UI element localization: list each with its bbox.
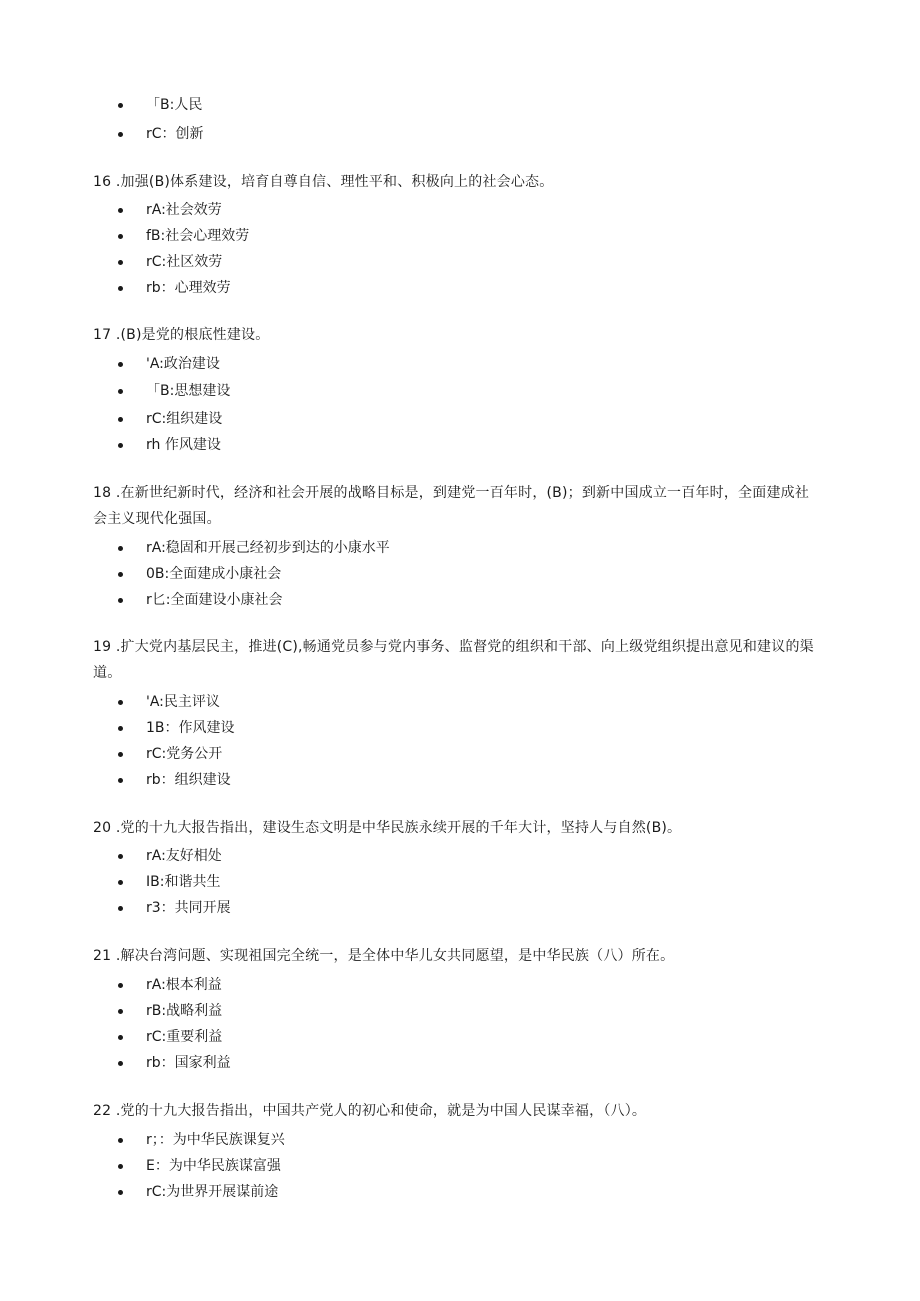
bullet-icon	[118, 726, 123, 731]
bullet-icon	[118, 286, 123, 291]
question-text: 16 .加强(B)体系建设，培育自尊自信、理性平和、积极向上的社会心态。	[93, 174, 554, 190]
bullet-icon	[118, 598, 123, 603]
question-text: 22 .党的十九大报告指出，中国共产党人的初心和使命，就是为中国人民谋幸福，（八）。	[93, 1103, 647, 1119]
bullet-icon	[118, 572, 123, 577]
bullet-icon	[118, 234, 123, 239]
bullet-icon	[118, 260, 123, 265]
bullet-icon	[118, 132, 123, 137]
bullet-icon	[118, 752, 123, 757]
bullet-icon	[118, 1035, 123, 1040]
question-text: 20 .党的十九大报告指出，建设生态文明是中华民族永续开展的千年大计，坚持人与自然(B)。	[93, 820, 682, 836]
bullet-icon	[118, 1190, 123, 1195]
question-text: 19 .扩大党内基层民主，推进(C),畅通党员参与党内事务、监督党的组织和干部、向上级党组织提出意见和建议的渠道。	[93, 639, 814, 681]
bullet-icon	[118, 906, 123, 911]
bullet-icon	[118, 1164, 123, 1169]
bullet-icon	[118, 1009, 123, 1014]
bullet-icon	[118, 389, 123, 394]
question-text: 18 .在新世纪新时代，经济和社会开展的战略目标是，到建党一百年时，(B)；到新中国成立一百年时，全面建成社会主义现代化强国。	[93, 485, 810, 527]
bullet-icon	[118, 362, 123, 367]
bullet-icon	[118, 546, 123, 551]
document-page: 「B:人民 rC：创新 16 .加强(B)体系建设，培育自尊自信、理性平和、积极向上的社会心态。 rA:社会效劳 fB:社会心理效劳 rC:社区效劳 rb：心理效劳 17 .(B)是党的根底性建设。 'A:政治建设 「B:思想建设 rC:组织建设 rh 作风建设 18 .在新世纪新时代，经济和社会开展的战略目标是，到建党一百年时，(B)；到新中国成立一百年时，全面建成社会主义现代化强国。 rA:稳固和开展己经初步到达的小康水平 0B:全面建成小康社会 r匕:全面建设小康社会 19 .扩大党内基层民主，推进(C),畅通党员参与党内事务、监督党的组织和干部、向上级党组织提出意见和建议的渠道。 'A:民主评议 1B：作风建设 rC:党务公开 rb：组织建设 20 .党的十九大报告指出，建设生态文明是中华民族永续开展的千年大计，坚持人与自然(B)。 rA:友好相处 IB:和谐共生 r3：共同开展 21 .解决台湾问题、实现祖国完全统一，是全体中华儿女共同愿望，是中华民族（八）所在。 rA:根本利益 rB:战略利益 rC:重要利益 rb：国家利益 22 .党的十九大报告指出，中国共产党人的初心和使命，就是为中国人民谋幸福，（八）。 r；：为中华民族课复兴 E：为中华民族谋富强 rC:为世界开展谋前途	[0, 0, 920, 1301]
bullet-icon	[118, 443, 123, 448]
bullet-icon	[118, 854, 123, 859]
bullet-icon	[118, 880, 123, 885]
bullet-icon	[118, 700, 123, 705]
bullet-icon	[118, 1138, 123, 1143]
bullet-icon	[118, 1061, 123, 1066]
bullet-icon	[118, 417, 123, 422]
bullet-icon	[118, 103, 123, 108]
question-text: 21 .解决台湾问题、实现祖国完全统一，是全体中华儿女共同愿望，是中华民族（八）所在。	[93, 948, 675, 964]
bullet-icon	[118, 778, 123, 783]
bullet-icon	[118, 983, 123, 988]
question-text: 17 .(B)是党的根底性建设。	[93, 327, 270, 343]
bullet-icon	[118, 208, 123, 213]
